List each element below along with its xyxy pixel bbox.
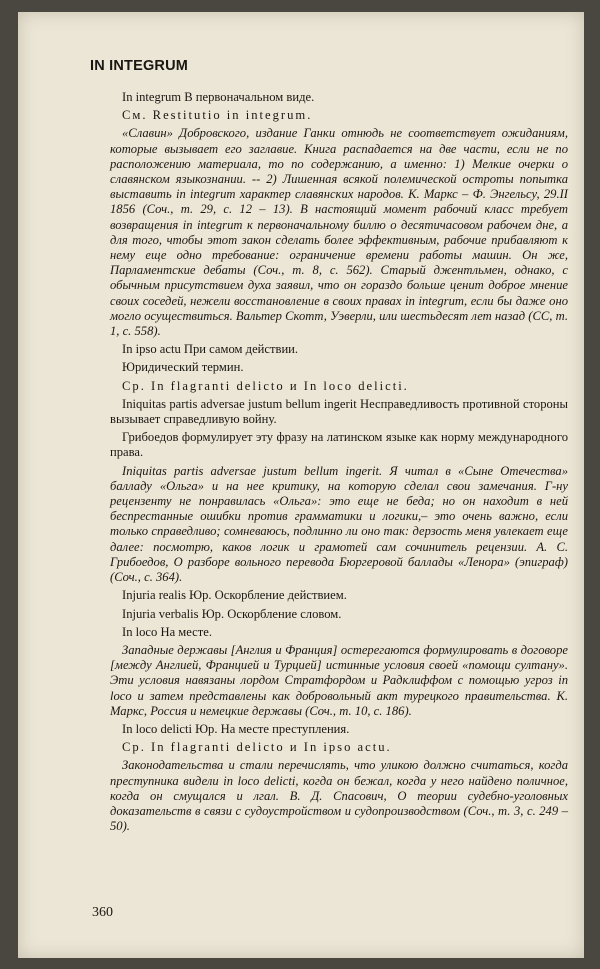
dictionary-text <box>110 90 568 837</box>
running-header: IN INTEGRUM <box>90 58 189 74</box>
quotation-block: Законодательства и стали перечислять, что уликою должно считаться, когда преступника видели in loco delicti, когда он бежал, когда у него найдено поличное, когда он смущался и лгал. В. Д. Спасович, О теории судебно-уголовных доказательств в связи с судоустройством и судопроизводством (Соч., т. 3, с. 249 – 50). <box>110 758 568 834</box>
entry-headword-injuria-verbalis: Injuria verbalis Юр. Оскорбление словом. <box>122 606 342 621</box>
cross-reference: Ср. In flagranti delicto и In loco delicti. <box>122 378 409 393</box>
cross-reference: См. Restitutio in integrum. <box>122 108 313 123</box>
entry-headword-injuria-realis: Injuria realis Юр. Оскорбление действием. <box>122 588 347 603</box>
entry-headword-in-loco: In loco На месте. <box>122 624 213 639</box>
cross-reference: Ср. In flagranti delicto и In ipso actu. <box>122 740 392 755</box>
entry-commentary: Грибоедов формулирует эту фразу на латинском языке как норму международного права. <box>110 430 568 460</box>
quotation-block: «Славин» Добровского, издание Ганки отнюдь не соответствует ожиданиям, которые вызывает его заглавие. Книга распадается на две части, если не по расположению материала, то по содержанию, а именно: 1) Мелкие очерки о славянском языкознании. -- 2) Лишенная всякой полемической остроты попытка выставить in integrum характер славянских народов. К. Маркс – Ф. Энгельсу, 29.II 1856 (Соч., т. 29, с. 12 – 13). В настоящий момент рабочий класс требует возвращения in integrum к первоначальному биллю о десятичасовом рабочем дне, а для того, чтобы этот закон сделать более эффективным, рабочие прибавляют к нему еще одно требование: ограничение времени работы машин. Он же, Парламентские дебаты (Соч., т. 8, с. 562). Старый джентльмен, однако, с обычным присутствием духа заявил, что он гораздо больше ценит доброе мнение своих соседей, нежели восстановление в своих правах in integrum, если бы даже оно могло осуществиться. Вальтер Скотт, Уэверли, или шестьдесят лет назад (СС, т. 1, с. 558). <box>110 126 568 339</box>
book-page <box>18 12 584 958</box>
entry-headword-in-ipso-actu: In ipso actu При самом действии. <box>122 342 299 357</box>
quotation-block: Iniquitas partis adversae justum bellum ingerit. Я читал в «Сыне Отечества» балладу «Ольга» и на нее критику, на которую сделал свои замечания. Г-ну рецензенту не понравилась «Ольга»: это еще не беда; но он находит в ней беспрестанные ошибки против грамматики и логики,– это очень важно, если только справедливо; сомневаюсь, подлинно ли оно так: дерзость меня увлекает еще далее: посмотрю, каков логик и грамотей сам сочинитель рецензии. А. С. Грибоедов, О разборе вольного перевода Бюргеровой баллады «Ленора» (эпиграф) (Соч., с. 364). <box>110 463 568 585</box>
entry-headword-in-loco-delicti: In loco delicti Юр. На месте преступления. <box>122 721 350 736</box>
page-number: 360 <box>92 905 113 920</box>
entry-headword-in-integrum: In integrum В первоначальном виде. <box>122 90 315 104</box>
entry-note: Юридический термин. <box>122 360 244 375</box>
quotation-block: Западные державы [Англия и Франция] остерегаются формулировать в договоре [между Англией, Францией и Турцией] истинные условия своей «помощи султану». Эти условия навязаны лордом Стратфордом и Радклиффом с помощью угроз in loco и затем представлены как добровольный акт турецкого правительства. К. Маркс, Россия и немецкие державы (Соч., т. 10, с. 186). <box>110 642 568 718</box>
entry-headword-iniquitas: Iniquitas partis adversae justum bellum ingerit Несправедливость противной стороны вызывает справедливую войну. <box>110 396 568 427</box>
